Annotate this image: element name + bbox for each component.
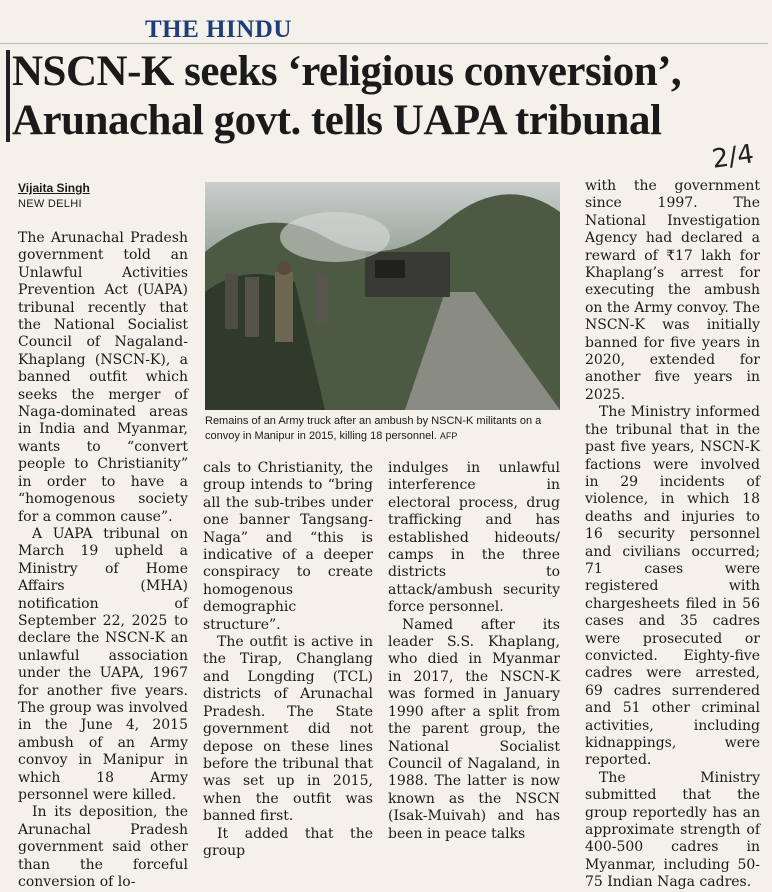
article-column-4	[585, 178, 760, 891]
masthead-divider	[0, 43, 768, 44]
headline-line-1: NSCN-K seeks ‘religious conversion’,	[12, 48, 682, 95]
article-column-2	[203, 460, 373, 859]
article-column-3	[388, 460, 560, 842]
paragraph: A UAPA tribunal on March 19 upheld a Ministry of Home Affairs (MHA) notification of September 22, 2025 to declare the NSCN-K an unlawful association under the UAPA, 1967 for another five years. The group was involved in the June 4, 2015 ambush of an Army convoy in Manipur in which 18 Army personnel were killed.	[18, 525, 188, 803]
headline	[12, 47, 772, 145]
article-column-1	[18, 230, 188, 891]
caption-text: Remains of an Army truck after an ambush by NSCN-K militants on a convoy in Manipur in 2015, killing 18 personnel.	[205, 415, 542, 442]
photo-credit: AFP	[439, 431, 458, 441]
paragraph: The Ministry submitted that the group reportedly has an approximate strength of 400-500 cadres in Myanmar, including 50-75 Indian Naga cadres.	[585, 769, 760, 891]
paragraph: Named after its leader S.S. Khaplang, who died in Myanmar in 2017, the NSCN-K was formed in January 1990 after a split from the parent group, the National Socialist Council of Nagaland, in 1988. The latter is now known as the NSCN (Isak-Muivah) and has been in peace talks	[388, 616, 560, 842]
paragraph: The Arunachal Pradesh government told an Unlawful Activities Prevention Act (UAPA) tribunal recently that the National Socialist Council of Nagaland-Khaplang (NSCN-K), a banned outfit which seeks the merger of Naga-dominated areas in India and Myanmar, wants to “convert people to Christianity” in order to have a “homogenous society for a common cause”.	[18, 230, 188, 525]
masthead: THE HINDU	[145, 16, 292, 43]
byline: Vijaita Singh	[18, 181, 90, 195]
photo-caption	[205, 414, 560, 444]
news-photo	[205, 182, 560, 410]
headline-line-2: Arunachal govt. tells UAPA tribunal	[12, 97, 662, 144]
handwritten-note: 2/4	[710, 139, 756, 175]
paragraph: cals to Christianity, the group intends to “bring all the sub-tribes under one banner Tangsang-Naga” and “this is indicative of a deeper conspiracy to create homogenous demographic structure”.	[203, 460, 373, 633]
dateline: NEW DELHI	[18, 198, 82, 210]
paragraph: The outfit is active in the Tirap, Changlang and Longding (TCL) districts of Arunachal Pradesh. The State government did not depose on these lines before the tribunal that was set up in 2015, when the outfit was banned first.	[203, 634, 373, 825]
paragraph: It added that the group	[203, 825, 373, 859]
headline-bar	[6, 50, 10, 142]
photo-illustration	[205, 182, 560, 410]
paragraph: The Ministry informed the tribunal that in the past five years, NSCN-K factions were involved in 29 incidents of violence, in which 18 deaths and injuries to 16 security personnel and civilians occurred; 71 cases were registered with chargesheets filed in 56 cases and 35 cadres were prosecuted or convicted. Eighty-five cadres were arrested, 69 cadres surrendered and 51 other criminal activities, including kidnappings, were reported.	[585, 404, 760, 769]
paragraph: with the government since 1997. The National Investigation Agency had declared a reward of ₹17 lakh for Khaplang’s arrest for executing the ambush on the Army convoy. The NSCN-K was initially banned for five years in 2020, extended for another five years in 2025.	[585, 178, 760, 403]
paragraph: In its deposition, the Arunachal Pradesh government said other than the forceful conversion of lo-	[18, 804, 188, 891]
paragraph: indulges in unlawful interference in electoral process, drug trafficking and has established hideouts/ camps in the three districts to attack/ambush security force personnel.	[388, 460, 560, 616]
